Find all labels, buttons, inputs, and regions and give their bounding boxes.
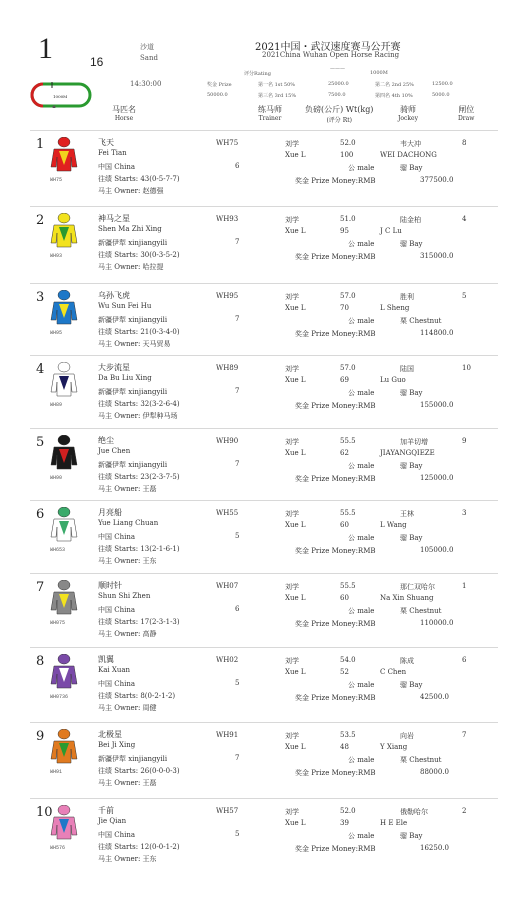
horse-color: 栗 Chestnut	[400, 756, 442, 764]
trainer-name-en: Xue L	[285, 376, 306, 384]
jockey-name-en: L Sheng	[380, 304, 410, 312]
horse-origin: 中国 China	[98, 680, 136, 688]
horse-color: 栗 Chestnut	[400, 607, 442, 615]
trainer-name-en: Xue L	[285, 304, 306, 312]
place-4-value: 5000.0	[432, 92, 450, 98]
horse-owner: 马主 Owner: 王磊	[98, 779, 157, 787]
prize-money-label: 奖金 Prize Money:RMB	[295, 620, 376, 628]
prize-label: 奖金 Prize	[207, 82, 232, 88]
jockey-silk-icon	[50, 435, 78, 471]
jockey-name-en: H E Ele	[380, 819, 408, 827]
jockey-name-en: J C Lu	[380, 227, 402, 235]
jockey-silk-icon	[50, 362, 78, 398]
jockey-name-cn: 王林	[400, 510, 414, 518]
horse-number: 2	[36, 213, 45, 228]
horse-age: 6	[235, 162, 240, 170]
horse-origin: 中国 China	[98, 163, 136, 171]
horse-starts: 往绩 Starts: 13(2-1-6-1)	[98, 545, 180, 553]
horse-row	[30, 206, 498, 287]
horse-name-cn: 乌孙飞虎	[98, 291, 130, 300]
jockey-name-cn: 陆金柏	[400, 216, 421, 224]
horse-color: 骝 Bay	[400, 832, 423, 840]
horse-name-en: Jie Qian	[98, 817, 127, 825]
distance-label: 16	[90, 55, 104, 69]
rating-value: 100	[340, 151, 354, 159]
horse-row	[30, 798, 498, 879]
horse-name-en: Shen Ma Zhi Xing	[98, 225, 162, 233]
weight-value: 53.5	[340, 731, 356, 739]
horse-owner: 马主 Owner: 赵德强	[98, 187, 164, 195]
col-horse: 马匹名 Horse	[112, 105, 136, 122]
trainer-code: WH57	[216, 807, 239, 815]
jockey-silk-icon	[50, 290, 78, 326]
trainer-code: WH90	[216, 437, 239, 445]
race-title-cn: 2021中国・武汉速度赛马公开赛	[255, 42, 401, 53]
weight-value: 51.0	[340, 215, 356, 223]
jockey-name-en: JIAYANGQIEZE	[380, 449, 435, 457]
trainer-code: WH89	[216, 364, 239, 372]
horse-name-en: Jue Chen	[98, 447, 131, 455]
horse-name-en: Kai Xuan	[98, 666, 131, 674]
draw-number: 4	[462, 215, 467, 223]
trainer-name-en: Xue L	[285, 743, 306, 751]
trainer-code: WH75	[216, 139, 239, 147]
trainer-name-cn: 刘学	[285, 808, 299, 816]
trainer-name-cn: 刘学	[285, 140, 299, 148]
place-1-label: 第一名 1st 50%	[258, 82, 296, 88]
rating-value: 52	[340, 668, 349, 676]
horse-name-cn: 月亮船	[98, 508, 122, 517]
horse-number: 10	[36, 805, 53, 820]
race-time: 14:30:00	[130, 80, 162, 88]
trainer-name-en: Xue L	[285, 521, 306, 529]
prize-money-label: 奖金 Prize Money:RMB	[295, 845, 376, 853]
trainer-name-cn: 刘学	[285, 365, 299, 373]
horse-row	[30, 428, 498, 509]
jockey-name-cn: 陆国	[400, 365, 414, 373]
prize-money-label: 奖金 Prize Money:RMB	[295, 402, 376, 410]
trainer-name-en: Xue L	[285, 449, 306, 457]
horse-age: 7	[235, 754, 240, 762]
trainer-code: WH55	[216, 509, 239, 517]
trainer-name-cn: 刘学	[285, 583, 299, 591]
place-4-label: 第四名 4th 10%	[375, 93, 413, 99]
horse-number: 5	[36, 435, 45, 450]
col-weight: 负磅(公斤) Wt(kg) (评分 Rt)	[305, 105, 374, 124]
trainer-name-cn: 刘学	[285, 732, 299, 740]
trainer-name-cn: 刘学	[285, 438, 299, 446]
horse-code: WH90	[50, 475, 63, 481]
horse-origin: 中国 China	[98, 831, 136, 839]
prize-money-value: 125000.0	[420, 474, 454, 482]
horse-origin: 新疆伊犁 xinjiangyili	[98, 316, 168, 324]
horse-starts: 往绩 Starts: 26(0-0-0-3)	[98, 767, 180, 775]
horse-origin: 新疆伊犁 xinjiangyili	[98, 239, 168, 247]
horse-owner: 马主 Owner: 周健	[98, 704, 157, 712]
horse-sex: 公 male	[348, 681, 375, 689]
horse-sex: 公 male	[348, 462, 375, 470]
rating-value: 39	[340, 819, 349, 827]
race-title-en: 2021China Wuhan Open Horse Racing	[262, 51, 400, 59]
horse-number: 7	[36, 580, 45, 595]
horse-code: WH91	[50, 769, 63, 775]
draw-number: 6	[462, 656, 467, 664]
horse-code: WH576	[50, 845, 66, 851]
draw-number: 10	[462, 364, 471, 372]
col-jockey: 骑师 Jockey	[398, 105, 418, 122]
horse-origin: 新疆伊犁 xinjiangyili	[98, 388, 168, 396]
horse-name-cn: 飞天	[98, 138, 114, 147]
weight-value: 55.5	[340, 509, 356, 517]
horse-age: 5	[235, 830, 240, 838]
prize-money-value: 155000.0	[420, 401, 454, 409]
horse-sex: 公 male	[348, 240, 375, 248]
jockey-name-en: WEI DACHONG	[380, 151, 437, 159]
horse-name-cn: 凯翼	[98, 655, 114, 664]
horse-code: WH75	[50, 177, 63, 183]
horse-sex: 公 male	[348, 389, 375, 397]
horse-starts: 往绩 Starts: 21(0-3-4-0)	[98, 328, 180, 336]
draw-number: 2	[462, 807, 467, 815]
trainer-name-cn: 刘学	[285, 293, 299, 301]
horse-row	[30, 573, 498, 654]
horse-code: WH95	[50, 330, 63, 336]
trainer-name-cn: 刘学	[285, 510, 299, 518]
place-1-value: 25000.0	[328, 81, 349, 87]
trainer-name-en: Xue L	[285, 594, 306, 602]
draw-number: 9	[462, 437, 467, 445]
weight-value: 55.5	[340, 582, 356, 590]
weight-value: 52.0	[340, 139, 356, 147]
horse-origin: 中国 China	[98, 606, 136, 614]
draw-number: 7	[462, 731, 467, 739]
surface-en: Sand	[140, 54, 158, 62]
horse-number: 1	[36, 137, 45, 152]
horse-name-cn: 北极星	[98, 730, 122, 739]
horse-age: 5	[235, 532, 240, 540]
jockey-name-cn: 胜利	[400, 293, 414, 301]
horse-starts: 往绩 Starts: 23(2-3-7-5)	[98, 473, 180, 481]
trainer-name-en: Xue L	[285, 227, 306, 235]
horse-origin: 新疆伊犁 xinjiangyili	[98, 461, 168, 469]
place-3-value: 7500.0	[328, 92, 346, 98]
horse-age: 5	[235, 679, 240, 687]
horse-row	[30, 647, 498, 728]
jockey-name-en: L Wang	[380, 521, 407, 529]
horse-age: 7	[235, 460, 240, 468]
horse-color: 骝 Bay	[400, 240, 423, 248]
rating-value: 69	[340, 376, 349, 384]
trainer-code: WH91	[216, 731, 239, 739]
jockey-name-en: Y Xiang	[380, 743, 408, 751]
trainer-name-en: Xue L	[285, 151, 306, 159]
horse-number: 8	[36, 654, 45, 669]
weight-value: 55.5	[340, 437, 356, 445]
horse-age: 7	[235, 387, 240, 395]
jockey-silk-icon	[50, 729, 78, 765]
jockey-name-en: C Chen	[380, 668, 407, 676]
jockey-name-cn: 俄勒哈尔	[400, 808, 428, 816]
place-2-label: 第二名 2nd 25%	[375, 82, 414, 88]
horse-name-en: Shun Shi Zhen	[98, 592, 151, 600]
horse-name-en: Yue Liang Chuan	[98, 519, 159, 527]
prize-money-label: 奖金 Prize Money:RMB	[295, 475, 376, 483]
horse-color: 骝 Bay	[400, 389, 423, 397]
horse-number: 9	[36, 729, 45, 744]
horse-name-en: Fei Tian	[98, 149, 127, 157]
prize-money-label: 奖金 Prize Money:RMB	[295, 547, 376, 555]
horse-sex: 公 male	[348, 756, 375, 764]
horse-owner: 马主 Owner: 天马贸易	[98, 340, 171, 348]
weight-value: 57.0	[340, 292, 356, 300]
horse-color: 骝 Bay	[400, 534, 423, 542]
horse-code: WH075	[50, 620, 66, 626]
prize-money-label: 奖金 Prize Money:RMB	[295, 694, 376, 702]
horse-row	[30, 283, 498, 364]
prize-money-value: 377500.0	[420, 176, 454, 184]
horse-number: 4	[36, 362, 45, 377]
trainer-code: WH02	[216, 656, 239, 664]
distance-text: 1000M	[370, 70, 388, 76]
jockey-silk-icon	[50, 654, 78, 690]
horse-name-cn: 大步流星	[98, 363, 130, 372]
horse-row	[30, 722, 498, 803]
rating-value: 60	[340, 521, 349, 529]
trainer-code: WH95	[216, 292, 239, 300]
trainer-name-en: Xue L	[285, 668, 306, 676]
horse-age: 7	[235, 315, 240, 323]
jockey-name-en: Na Xin Shuang	[380, 594, 434, 602]
draw-number: 1	[462, 582, 467, 590]
place-2-value: 12500.0	[432, 81, 453, 87]
horse-name-cn: 绝尘	[98, 436, 114, 445]
jockey-silk-icon	[50, 137, 78, 173]
horse-origin: 新疆伊犁 xinjiangyili	[98, 755, 168, 763]
horse-name-cn: 千前	[98, 806, 114, 815]
prize-money-value: 114800.0	[420, 329, 454, 337]
horse-color: 骝 Bay	[400, 164, 423, 172]
horse-number: 3	[36, 290, 45, 305]
horse-age: 6	[235, 605, 240, 613]
prize-money-value: 315000.0	[420, 252, 454, 260]
jockey-silk-icon	[50, 805, 78, 841]
trainer-code: WH93	[216, 215, 239, 223]
prize-money-label: 奖金 Prize Money:RMB	[295, 330, 376, 338]
weight-value: 54.0	[340, 656, 356, 664]
draw-number: 5	[462, 292, 467, 300]
horse-starts: 往绩 Starts: 8(0-2-1-2)	[98, 692, 176, 700]
trainer-name-cn: 刘学	[285, 216, 299, 224]
col-draw: 闸位 Draw	[458, 105, 475, 122]
jockey-name-cn: 陈成	[400, 657, 414, 665]
prize-money-value: 16250.0	[420, 844, 449, 852]
horse-starts: 往绩 Starts: 43(0-5-7-7)	[98, 175, 180, 183]
draw-number: 3	[462, 509, 467, 517]
horse-owner: 马主 Owner: 王东	[98, 855, 157, 863]
jockey-name-en: Lu Guo	[380, 376, 406, 384]
jockey-name-cn: 韦大冲	[400, 140, 421, 148]
jockey-name-cn: 加羊切增	[400, 438, 428, 446]
prize-money-value: 42500.0	[420, 693, 449, 701]
horse-color: 骝 Bay	[400, 681, 423, 689]
race-header	[0, 0, 506, 130]
prize-money-label: 奖金 Prize Money:RMB	[295, 177, 376, 185]
horse-code: WH653	[50, 547, 66, 553]
jockey-name-cn: 那仁双哈尔	[400, 583, 435, 591]
prize-total: 50000.0	[207, 92, 228, 98]
horse-color: 骝 Bay	[400, 462, 423, 470]
horse-sex: 公 male	[348, 607, 375, 615]
horse-name-cn: 神马之星	[98, 214, 130, 223]
draw-number: 8	[462, 139, 467, 147]
horse-code: WH89	[50, 402, 63, 408]
horse-owner: 马主 Owner: 伊犁种马场	[98, 412, 178, 420]
trainer-name-en: Xue L	[285, 819, 306, 827]
horse-sex: 公 male	[348, 317, 375, 325]
horse-color: 栗 Chestnut	[400, 317, 442, 325]
horse-name-en: Wu Sun Fei Hu	[98, 302, 152, 310]
rating-value: 62	[340, 449, 349, 457]
horse-sex: 公 male	[348, 832, 375, 840]
rating-line: ———	[330, 66, 345, 72]
horse-code: WH0736	[50, 694, 69, 700]
horse-row	[30, 130, 498, 211]
prize-money-label: 奖金 Prize Money:RMB	[295, 253, 376, 261]
jockey-silk-icon	[50, 213, 78, 249]
horse-starts: 往绩 Starts: 17(2-3-1-3)	[98, 618, 180, 626]
surface-cn: 沙道	[140, 43, 154, 51]
prize-money-value: 110000.0	[420, 619, 454, 627]
prize-money-label: 奖金 Prize Money:RMB	[295, 769, 376, 777]
track-distance: 1000M	[53, 94, 68, 99]
col-trainer: 练马师 Trainer	[258, 105, 282, 122]
horse-owner: 马主 Owner: 王东	[98, 557, 157, 565]
rating-value: 95	[340, 227, 349, 235]
horse-starts: 往绩 Starts: 12(0-0-1-2)	[98, 843, 180, 851]
horse-owner: 马主 Owner: 高静	[98, 630, 157, 638]
prize-money-value: 88000.0	[420, 768, 449, 776]
horse-starts: 往绩 Starts: 30(0-3-5-2)	[98, 251, 180, 259]
weight-value: 57.0	[340, 364, 356, 372]
jockey-name-cn: 向岩	[400, 732, 414, 740]
horse-starts: 往绩 Starts: 32(3-2-6-4)	[98, 400, 180, 408]
horse-row	[30, 355, 498, 436]
horse-name-en: Bei Ji Xing	[98, 741, 136, 749]
horse-age: 7	[235, 238, 240, 246]
prize-money-value: 105000.0	[420, 546, 454, 554]
trainer-name-cn: 刘学	[285, 657, 299, 665]
rating-value: 48	[340, 743, 349, 751]
horse-name-en: Da Bu Liu Xing	[98, 374, 152, 382]
horse-owner: 马主 Owner: 哈拉提	[98, 263, 164, 271]
track-diagram	[30, 82, 92, 108]
weight-value: 52.0	[340, 807, 356, 815]
horse-code: WH93	[50, 253, 63, 259]
horse-row	[30, 500, 498, 581]
race-number: 1	[38, 32, 53, 65]
horse-name-cn: 顺时针	[98, 581, 122, 590]
horse-origin: 中国 China	[98, 533, 136, 541]
jockey-silk-icon	[50, 507, 78, 543]
rating-value: 60	[340, 594, 349, 602]
trainer-code: WH07	[216, 582, 239, 590]
horse-sex: 公 male	[348, 534, 375, 542]
place-3-label: 第三名 3rd 15%	[258, 93, 297, 99]
rating-value: 70	[340, 304, 349, 312]
rating-label: 评分Rating	[244, 71, 271, 77]
horse-owner: 马主 Owner: 王磊	[98, 485, 157, 493]
jockey-silk-icon	[50, 580, 78, 616]
horse-number: 6	[36, 507, 45, 522]
horse-sex: 公 male	[348, 164, 375, 172]
